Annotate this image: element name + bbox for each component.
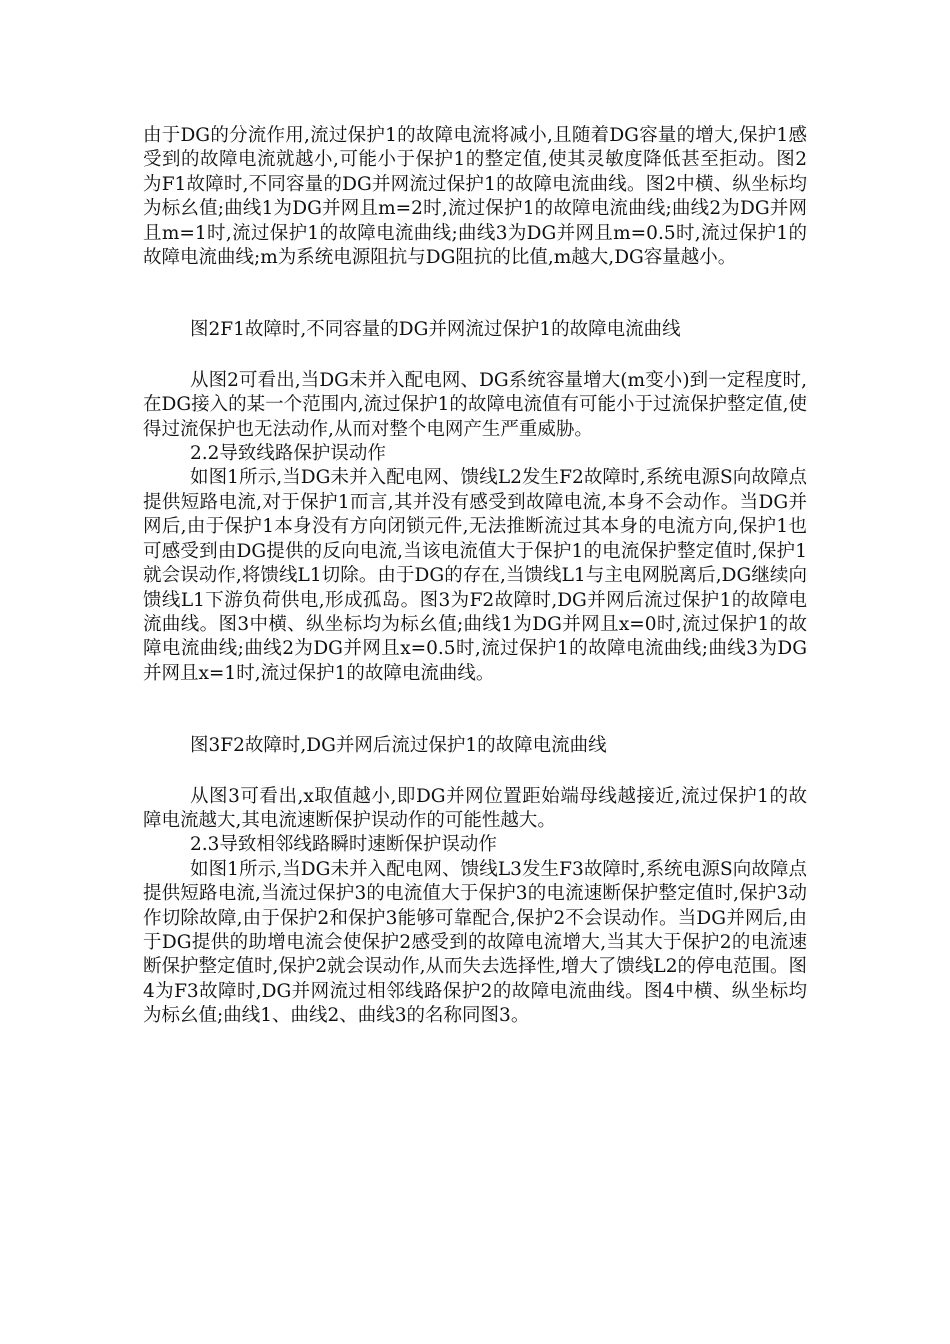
paragraph-line-protection-maloperation: 如图1所示,当DG未并入配电网、馈线L2发生F2故障时,系统电源S向故障点提供短路电流,对于保护1而言,其并没有感受到故障电流,本身不会动作。当DG并网后,由于保护1本身没有方向闭锁元件,无法推断流过其本身的电流方向,保护1也可感受到由DG提供的反向电流,当该电流值大于保护1的电流保护整定值时,保护1就会误动作,将馈线L1切除。由于DG的存在,当馈线L1与主电网脱离后,DG继续向馈线L1下游负荷供电,形成孤岛。图3为F2故障时,DG并网后流过保护1的故障电流曲线。图3中横、纵坐标均为标幺值;曲线1为DG并网且x=0时,流过保护1的故障电流曲线;曲线2为DG并网且x=0.5时,流过保护1的故障电流曲线;曲线3为DG并网且x=1时,流过保护1的故障电流曲线。 <box>143 467 807 684</box>
paragraph-dg-shunt-effect: 由于DG的分流作用,流过保护1的故障电流将减小,且随着DG容量的增大,保护1感受到的故障电流就越小,可能小于保护1的整定值,使其灵敏度降低甚至拒动。图2为F1故障时,不同容量的DG并网流过保护1的故障电流曲线。图2中横、纵坐标均为标幺值;曲线1为DG并网且m=2时,流过保护1的故障电流曲线;曲线2为DG并网且m=1时,流过保护1的故障电流曲线;曲线3为DG并网且m=0.5时,流过保护1的故障电流曲线;m为系统电源阻抗与DG阻抗的比值,m越大,DG容量越小。 <box>143 125 807 269</box>
figure-2-caption: 图2F1故障时,不同容量的DG并网流过保护1的故障电流曲线 <box>190 319 681 341</box>
paragraph-fig3-analysis: 从图3可看出,x取值越小,即DG并网位置距始端母线越接近,流过保护1的故障电流越大,其电流速断保护误动作的可能性越大。 <box>143 785 807 831</box>
figure-2-placeholder <box>143 270 807 318</box>
document-body <box>143 124 807 1029</box>
figure-3-placeholder <box>143 686 807 734</box>
paragraph-fig2-analysis: 从图2可看出,当DG未并入配电网、DG系统容量增大(m变小)到一定程度时,在DG接入的某一个范围内,流过保护1的故障电流值有可能小于过流保护整定值,使得过流保护也无法动作,从而对整个电网产生严重威胁。 <box>143 369 807 440</box>
section-heading-2-3: 2.3导致相邻线路瞬时速断保护误动作 <box>190 834 497 856</box>
paragraph-adjacent-line-maloperation: 如图1所示,当DG未并入配电网、馈线L3发生F3故障时,系统电源S向故障点提供短路电流,当流过保护3的电流值大于保护3的电流速断保护整定值时,保护3动作切除故障,由于保护2和保护3能够可靠配合,保护2不会误动作。当DG并网后,由于DG提供的助增电流会使保护2感受到的故障电流增大,当其大于保护2的电流速断保护整定值时,保护2就会误动作,从而失去选择性,增大了馈线L2的停电范围。图4为F3故障时,DG并网流过相邻线路保护2的故障电流曲线。图4中横、纵坐标均为标幺值;曲线1、曲线2、曲线3的名称同图3。 <box>143 858 807 1027</box>
section-heading-2-2: 2.2导致线路保护误动作 <box>190 443 386 465</box>
figure-3-caption: 图3F2故障时,DG并网后流过保护1的故障电流曲线 <box>190 735 607 757</box>
